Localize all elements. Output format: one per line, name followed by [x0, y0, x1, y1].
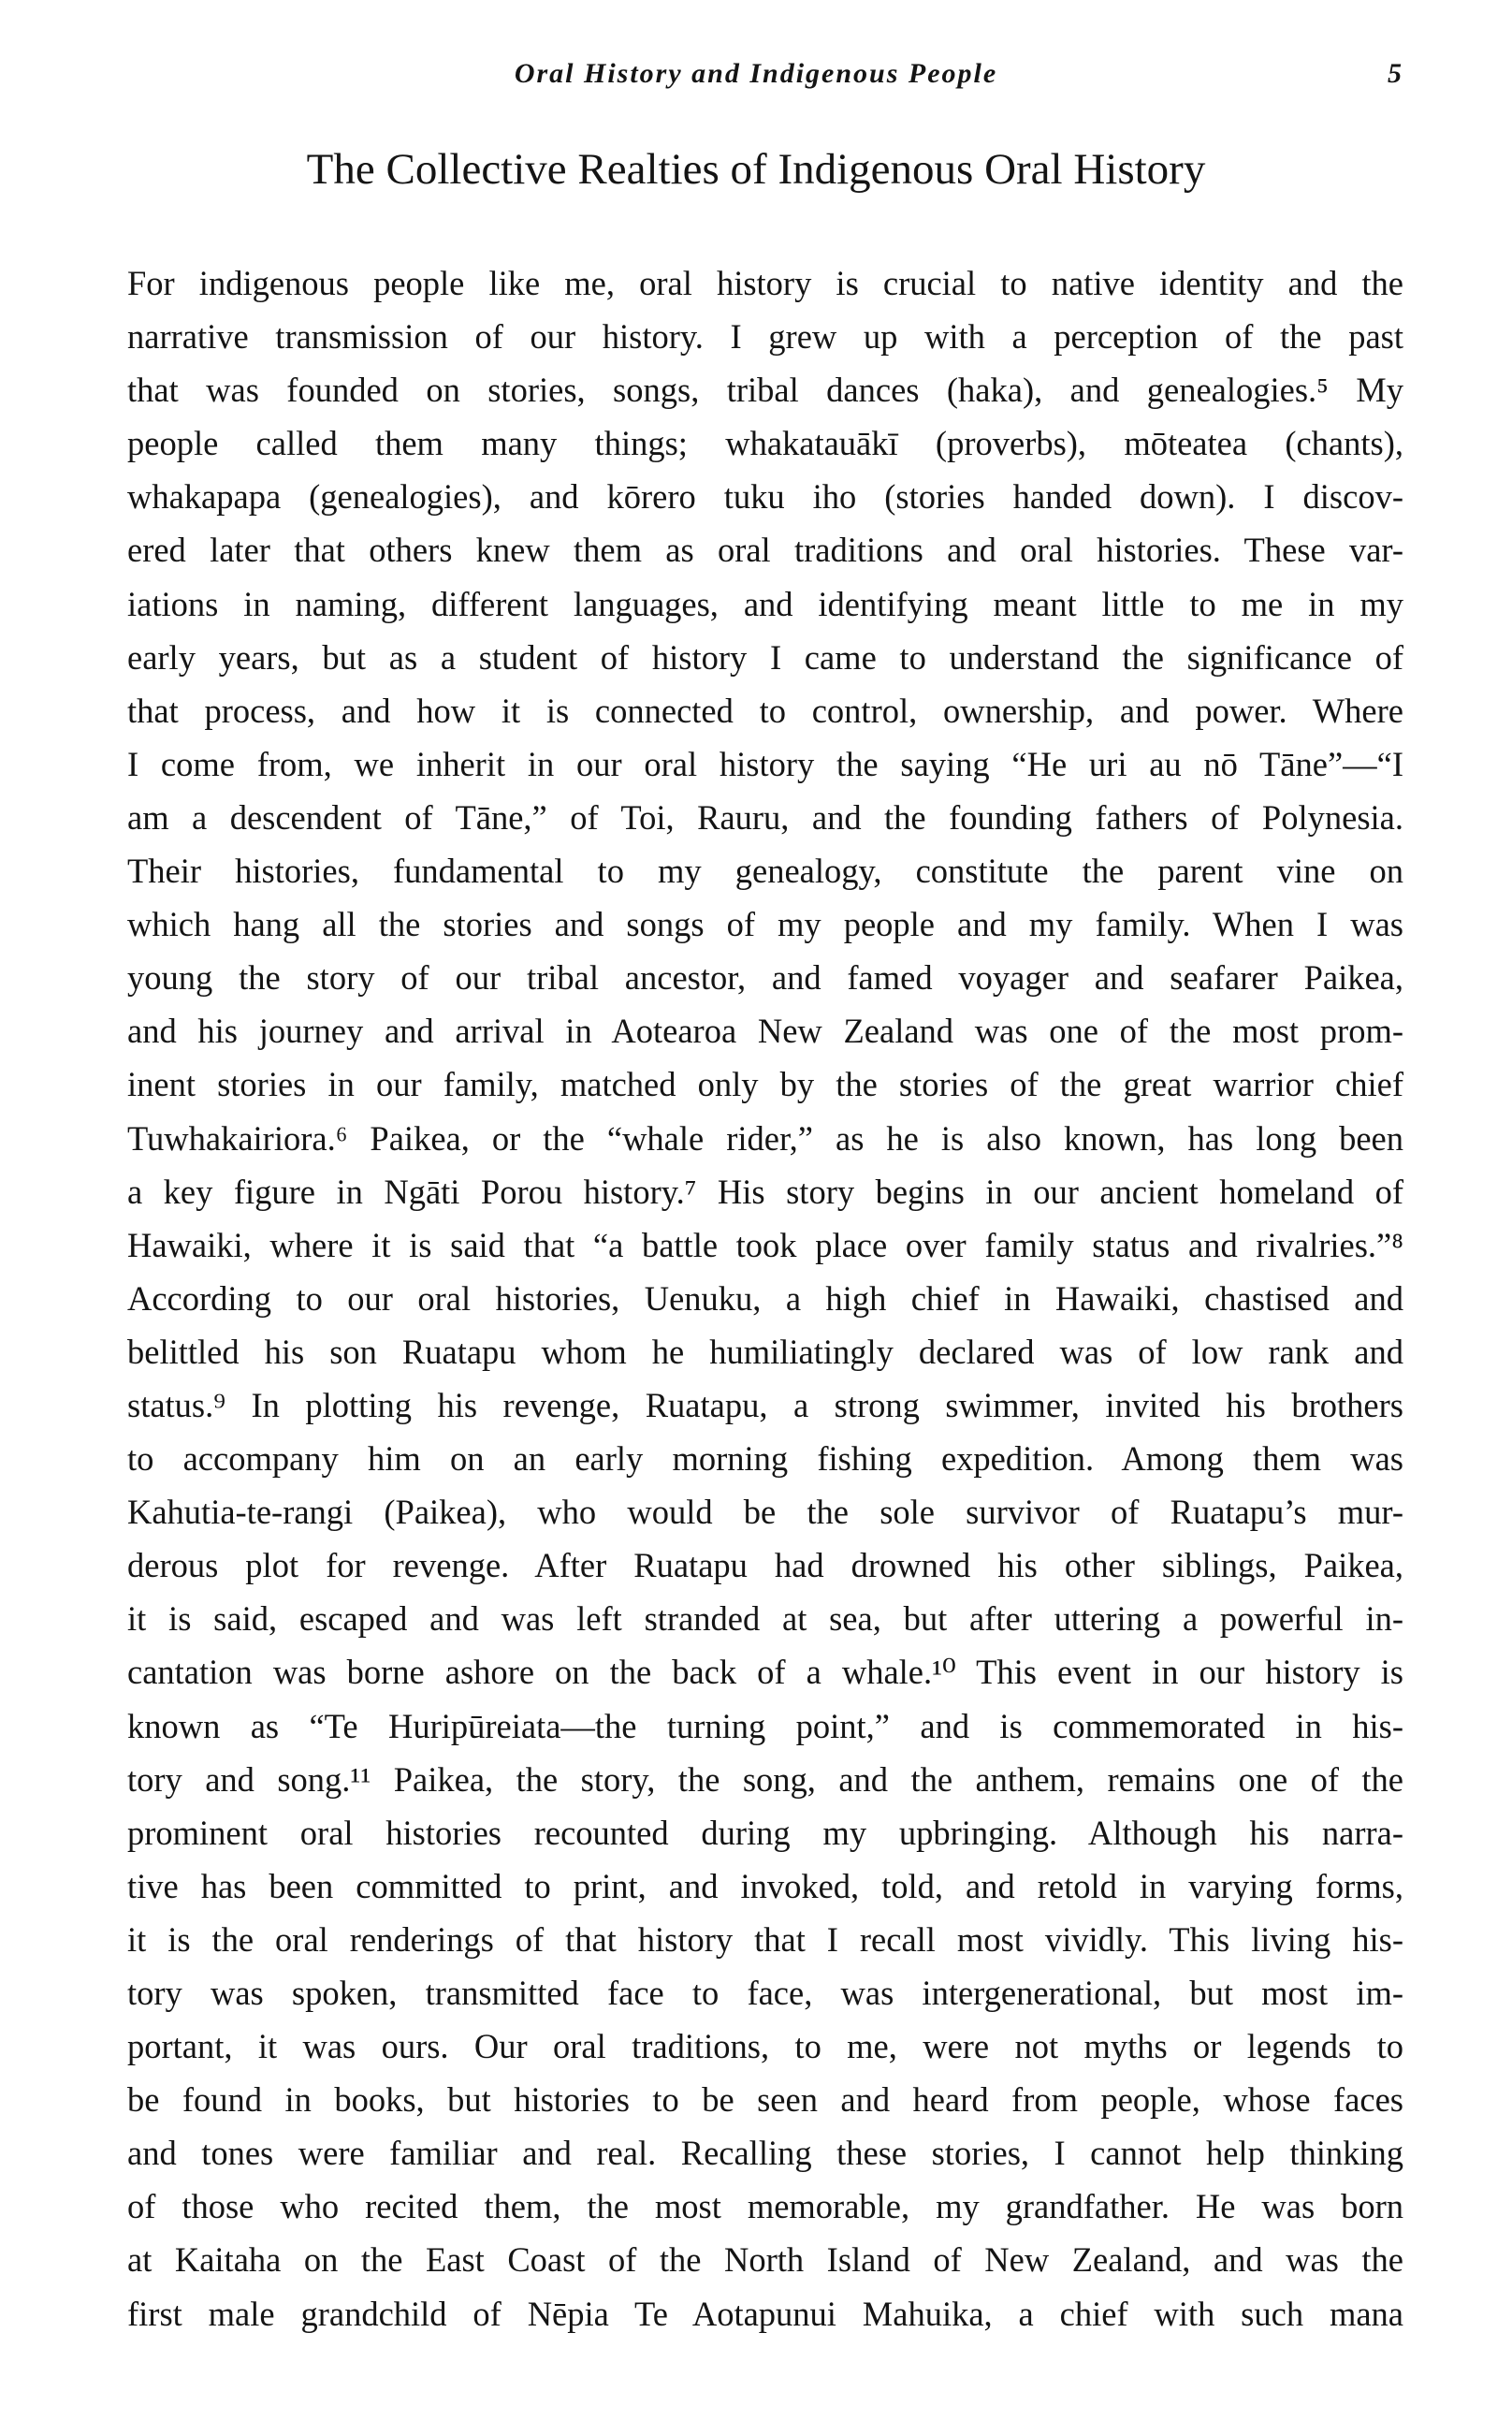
text-line: I come from, we inherit in our oral history the saying “He uri au nō Tāne”—“I	[127, 744, 1403, 783]
text-line: young the story of our tribal ancestor, and famed voyager and seafarer Paikea,	[127, 958, 1403, 998]
text-line: According to our oral histories, Uenuku, a high chief in Hawaiki, chastised and	[127, 1278, 1403, 1318]
text-line: tory was spoken, transmitted face to face, was intergenerational, but most im-	[127, 1974, 1403, 2012]
text-line: that process, and how it is connected to control, ownership, and power. Where	[127, 691, 1403, 730]
page-number: 5	[1388, 58, 1402, 89]
body-paragraph	[127, 256, 1403, 2340]
text-line: Tuwhakairiora.⁶ Paikea, or the “whale rider,” as he is also known, has long been	[127, 1118, 1403, 1158]
text-line: ered later that others knew them as oral traditions and oral histories. These var-	[127, 531, 1403, 570]
text-line: people called them many things; whakatauākī (proverbs), mōteatea (chants),	[127, 424, 1403, 463]
running-head: Oral History and Indigenous People	[514, 58, 998, 89]
text-line: belittled his son Ruatapu whom he humiliatingly declared was of low rank and	[127, 1332, 1403, 1371]
text-line: narrative transmission of our history. I grew up with a perception of the past	[127, 317, 1403, 357]
text-line: tive has been committed to print, and invoked, told, and retold in varying forms,	[127, 1866, 1403, 1905]
text-line: Kahutia-te-rangi (Paikea), who would be the sole survivor of Ruatapu’s mur-	[127, 1493, 1403, 1532]
text-line: of those who recited them, the most memorable, my grandfather. He was born	[127, 2187, 1403, 2226]
text-line: to accompany him on an early morning fishing expedition. Among them was	[127, 1439, 1403, 1479]
text-line: For indigenous people like me, oral history is crucial to native identity and the	[127, 264, 1403, 302]
text-line: iations in naming, different languages, and identifying meant little to me in my	[127, 584, 1403, 623]
text-line: early years, but as a student of history I came to understand the significance of	[127, 637, 1403, 677]
text-line: which hang all the stories and songs of my people and my family. When I was	[127, 905, 1403, 944]
text-line: tory and song.¹¹ Paikea, the story, the song, and the anthem, remains one of the	[127, 1759, 1403, 1799]
text-line: that was founded on stories, songs, tribal dances (haka), and genealogies.⁵ My	[127, 371, 1403, 410]
text-line: it is the oral renderings of that history that I recall most vividly. This living his-	[127, 1919, 1403, 1959]
text-line: cantation was borne ashore on the back of a whale.¹⁰ This event in our history is	[127, 1653, 1403, 1692]
text-line: portant, it was ours. Our oral traditions, to me, were not myths or legends to	[127, 2027, 1403, 2066]
text-line: status.⁹ In plotting his revenge, Ruatapu, a strong swimmer, invited his brothers	[127, 1385, 1403, 1424]
text-line: first male grandchild of Nēpia Te Aotapunui Mahuika, a chief with such mana	[127, 2294, 1403, 2333]
text-line: a key figure in Ngāti Porou history.⁷ His story begins in our ancient homeland of	[127, 1172, 1403, 1211]
section-heading: The Collective Realties of Indigenous Oral History	[306, 145, 1206, 194]
text-line: it is said, escaped and was left stranded at sea, but after uttering a powerful in-	[127, 1599, 1403, 1639]
text-line: at Kaitaha on the East Coast of the North Island of New Zealand, and was the	[127, 2240, 1403, 2280]
text-line: am a descendent of Tāne,” of Toi, Rauru, and the founding fathers of Polynesia.	[127, 797, 1403, 837]
text-line: and his journey and arrival in Aotearoa New Zealand was one of the most prom-	[127, 1012, 1403, 1051]
text-line: and tones were familiar and real. Recalling these stories, I cannot help thinking	[127, 2134, 1403, 2173]
text-line: Their histories, fundamental to my genealogy, constitute the parent vine on	[127, 852, 1403, 891]
text-line: be found in books, but histories to be seen and heard from people, whose faces	[127, 2080, 1403, 2120]
text-line: derous plot for revenge. After Ruatapu had drowned his other siblings, Paikea,	[127, 1546, 1403, 1585]
text-line: whakapapa (genealogies), and kōrero tuku iho (stories handed down). I discov-	[127, 477, 1403, 517]
text-line: Hawaiki, where it is said that “a battle took place over family status and rivalries.”⁸	[127, 1225, 1403, 1264]
text-line: prominent oral histories recounted during my upbringing. Although his narra-	[127, 1813, 1403, 1852]
text-line: inent stories in our family, matched only by the stories of the great warrior chief	[127, 1065, 1403, 1104]
text-line: known as “Te Huripūreiata—the turning point,” and is commemorated in his-	[127, 1706, 1403, 1745]
